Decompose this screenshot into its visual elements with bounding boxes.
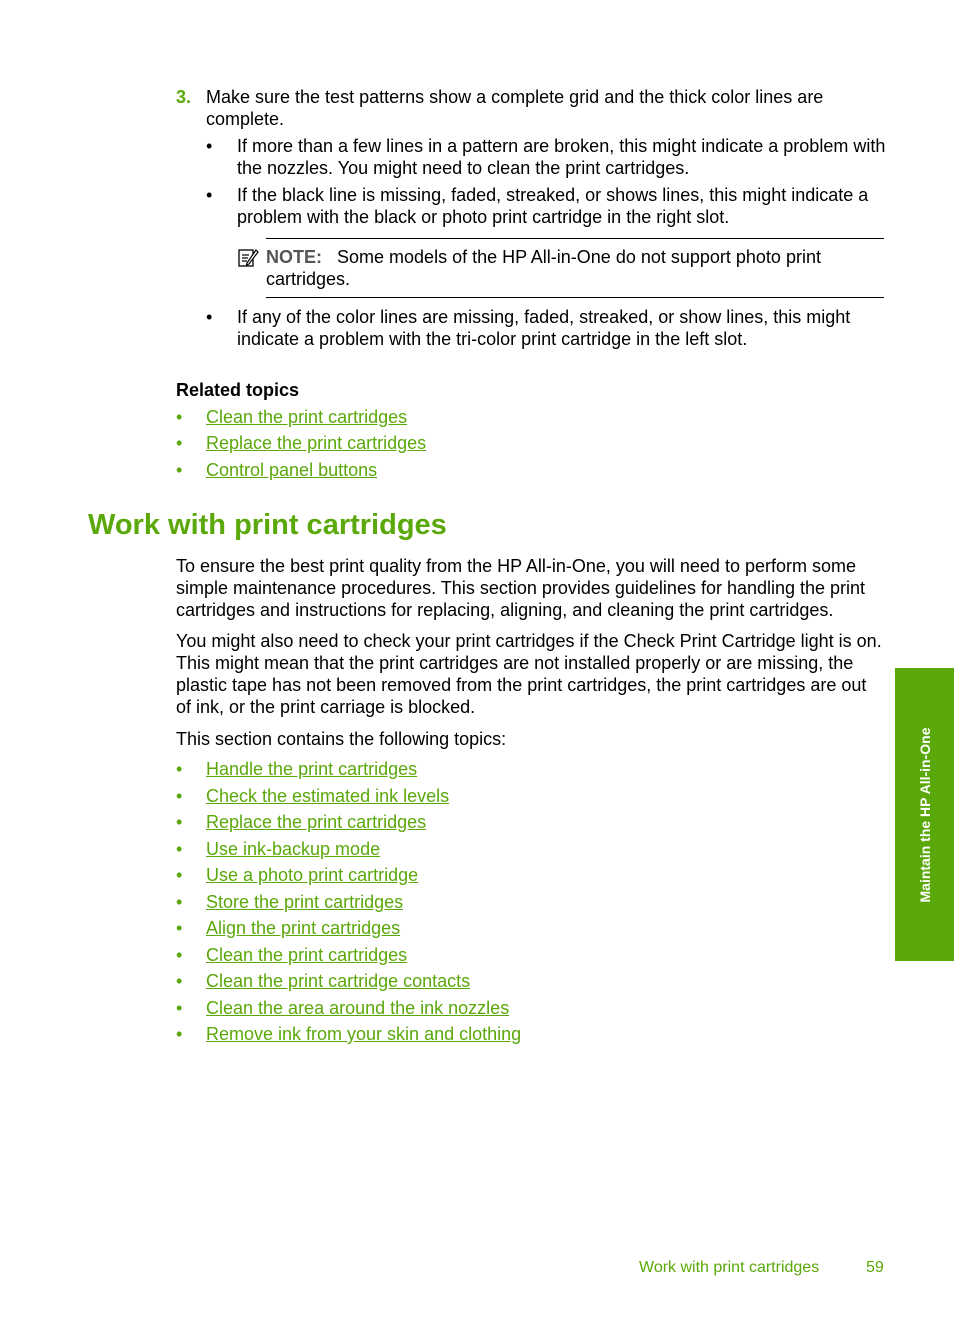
list-item [0, 758, 954, 780]
bullet-line: indicate a problem with the tri-color print cartridge in the left slot. [237, 329, 748, 349]
paragraph: This section contains the following topics: [176, 729, 507, 749]
chapter-side-tab [895, 668, 954, 961]
bullet-symbol: • [176, 918, 183, 938]
paragraph-line: simple maintenance procedures. This section provides guidelines for handling the print [176, 578, 866, 598]
link-control-panel-buttons[interactable]: Control panel buttons [206, 460, 378, 480]
bullet-symbol: • [176, 433, 183, 453]
bullet-line: If the black line is missing, faded, streaked, or shows lines, this might indicate a [237, 185, 869, 205]
bullet-symbol: • [176, 460, 183, 480]
link-replace-print-cartridges[interactable]: Replace the print cartridges [206, 433, 427, 453]
list-item [0, 970, 954, 992]
note-line: Some models of the HP All-in-One do not support photo print [337, 247, 821, 267]
paragraph [176, 555, 888, 621]
list-item [0, 917, 954, 939]
section-title: Work with print cartridges [88, 509, 447, 541]
note-bottom-rule [266, 297, 884, 298]
footer-section-name: Work with print cartridges [639, 1259, 820, 1276]
note-label: NOTE: [266, 247, 322, 267]
list-item [0, 864, 954, 886]
link-handle-print-cartridges[interactable]: Handle the print cartridges [206, 759, 418, 779]
list-item [0, 891, 954, 913]
bullet-text [237, 135, 887, 179]
note-line: cartridges. [266, 269, 351, 289]
bullet-symbol: • [206, 307, 213, 327]
step-text [206, 86, 886, 130]
note-top-rule [266, 238, 884, 239]
list-item [0, 785, 954, 807]
list-item [0, 1023, 954, 1045]
footer-page-number: 59 [866, 1259, 884, 1276]
link-align-print-cartridges[interactable]: Align the print cartridges [206, 918, 401, 938]
list-item [0, 432, 954, 454]
paragraph-line: You might also need to check your print cartridges if the Check Print Cartridge light is on. [176, 631, 882, 651]
note-icon [237, 247, 259, 269]
list-item [0, 459, 954, 481]
bullet-symbol: • [176, 407, 183, 427]
link-store-print-cartridges[interactable]: Store the print cartridges [206, 892, 404, 912]
link-remove-ink-skin-clothing[interactable]: Remove ink from your skin and clothing [206, 1024, 522, 1044]
paragraph-line: of ink, or the print carriage is blocked. [176, 697, 476, 717]
link-clean-print-cartridges[interactable]: Clean the print cartridges [206, 407, 408, 427]
step-number: 3. [176, 87, 192, 107]
list-item [0, 997, 954, 1019]
bullet-item [0, 184, 954, 228]
bullet-symbol: • [176, 759, 183, 779]
bullet-symbol: • [176, 971, 183, 991]
bullet-text [237, 306, 887, 350]
bullet-item [0, 306, 954, 350]
paragraph-line: To ensure the best print quality from the HP All-in-One, you will need to perform some [176, 556, 856, 576]
bullet-symbol: • [176, 865, 183, 885]
link-clean-ink-nozzles-area[interactable]: Clean the area around the ink nozzles [206, 998, 510, 1018]
bullet-item [0, 135, 954, 179]
link-replace-print-cartridges[interactable]: Replace the print cartridges [206, 812, 427, 832]
bullet-line: the nozzles. You might need to clean the print cartridges. [237, 158, 690, 178]
paragraph [176, 630, 888, 718]
note-text [266, 246, 886, 290]
bullet-text [237, 184, 887, 228]
paragraph-line: plastic tape has not been removed from the print cartridges, the print cartridges are out [176, 675, 867, 695]
bullet-line: If any of the color lines are missing, faded, streaked, or show lines, this might [237, 307, 851, 327]
bullet-symbol: • [176, 812, 183, 832]
step-text-line: complete. [206, 109, 285, 129]
bullet-line: If more than a few lines in a pattern are broken, this might indicate a problem with [237, 136, 886, 156]
bullet-symbol: • [176, 998, 183, 1018]
chapter-side-tab-label: Maintain the HP All-in-One [916, 726, 933, 903]
paragraph-line: This might mean that the print cartridges are not installed properly or are missing, the [176, 653, 854, 673]
list-item [0, 811, 954, 833]
bullet-symbol: • [176, 1024, 183, 1044]
link-check-ink-levels[interactable]: Check the estimated ink levels [206, 786, 450, 806]
bullet-symbol: • [206, 185, 213, 205]
related-topics-heading: Related topics [176, 380, 300, 400]
bullet-line: problem with the black or photo print cartridge in the right slot. [237, 207, 730, 227]
bullet-symbol: • [176, 839, 183, 859]
bullet-symbol: • [176, 892, 183, 912]
bullet-symbol: • [176, 945, 183, 965]
list-item [0, 944, 954, 966]
paragraph-line: cartridges and instructions for replacing, aligning, and cleaning the print cartridges. [176, 600, 834, 620]
link-ink-backup-mode[interactable]: Use ink-backup mode [206, 839, 381, 859]
list-item [0, 406, 954, 428]
link-photo-print-cartridge[interactable]: Use a photo print cartridge [206, 865, 419, 885]
link-clean-print-cartridges[interactable]: Clean the print cartridges [206, 945, 408, 965]
step-text-line: Make sure the test patterns show a complete grid and the thick color lines are [206, 87, 824, 107]
list-item [0, 838, 954, 860]
link-clean-cartridge-contacts[interactable]: Clean the print cartridge contacts [206, 971, 471, 991]
bullet-symbol: • [206, 136, 213, 156]
bullet-symbol: • [176, 786, 183, 806]
